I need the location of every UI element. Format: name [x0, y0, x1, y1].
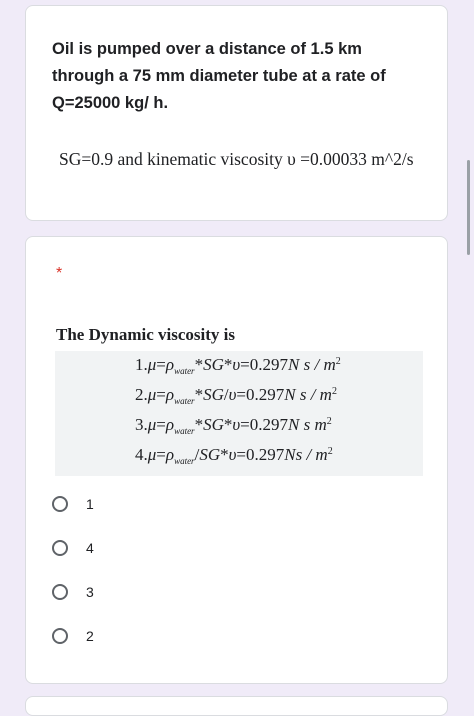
option-label: 2	[86, 628, 94, 644]
question-title: Oil is pumped over a distance of 1.5 km through a 75 mm diameter tube at a rate of Q=25000 kg/ h.	[52, 40, 386, 112]
scrollbar[interactable]	[467, 160, 470, 255]
required-mark: *	[56, 265, 63, 282]
formula-line-4: $4.\mu=\rho_{water}/SG*\upsilon=0.297Ns / m^2$	[135, 445, 333, 466]
formula-image	[55, 351, 423, 476]
formula-line-3: $3.\mu=\rho_{water}*SG*\upsilon=0.297N$ s $m^2$	[135, 415, 332, 436]
next-question-card	[25, 696, 448, 716]
radio-button[interactable]	[52, 496, 68, 512]
option-label: 3	[86, 584, 94, 600]
radio-button[interactable]	[52, 584, 68, 600]
radio-button[interactable]	[52, 628, 68, 644]
formula-line-1: $1.\mu=\rho_{water}*SG*\upsilon=0.297N$ s / $m^2$	[135, 355, 341, 376]
question-card-2	[25, 236, 448, 684]
option-label: 1	[86, 496, 94, 512]
question-description: SG=0.9 and kinematic viscosity υ =0.00033 m^2/s	[59, 149, 414, 169]
option-3[interactable]	[52, 580, 94, 604]
radio-button[interactable]	[52, 540, 68, 556]
option-1[interactable]	[52, 492, 94, 516]
option-label: 4	[86, 540, 94, 556]
formula-line-2: $2.\mu=\rho_{water}*SG/\upsilon=0.297N$ s / $m^2$	[135, 385, 337, 406]
option-2[interactable]	[52, 624, 94, 648]
option-4[interactable]	[52, 536, 94, 560]
question-title: The Dynamic viscosity is	[56, 325, 235, 344]
question-card-1	[25, 5, 448, 221]
